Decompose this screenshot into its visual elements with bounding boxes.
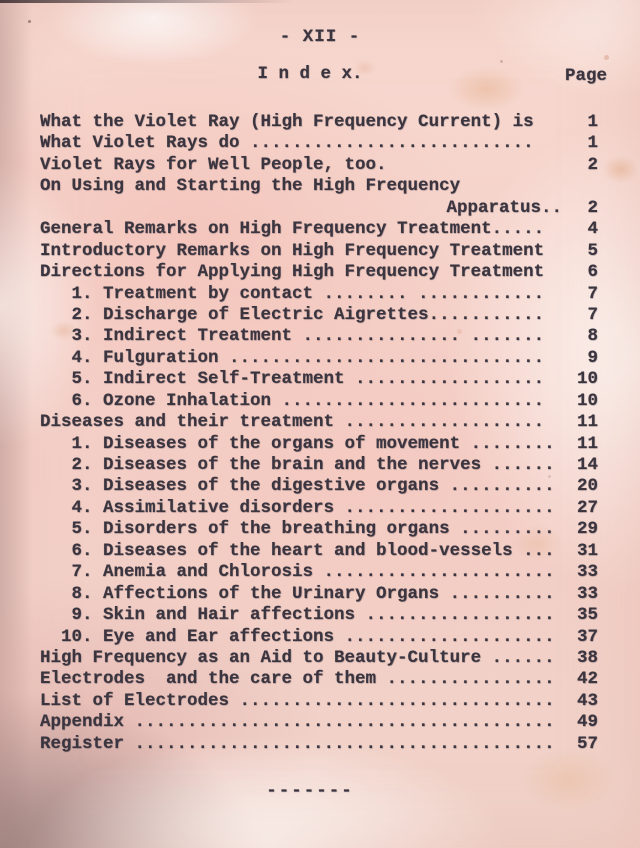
toc-entry-page: 6 (587, 262, 598, 283)
end-separator: ------- (266, 781, 354, 801)
toc-entry-label: 6. Ozone Inhalation ......................... (40, 390, 545, 411)
toc-entry-page: 10 (576, 369, 598, 390)
toc-entry-label: Introductory Remarks on High Frequency Treatment (40, 240, 545, 261)
toc-entry-page: 4 (587, 219, 598, 240)
toc-entry-label: 1. Treatment by contact ........ ............ (40, 283, 545, 304)
toc-row (40, 519, 598, 540)
toc-entry-label: Diseases and their treatment ................... (40, 412, 545, 433)
toc-entry-label: Violet Rays for Well People, too. (40, 154, 387, 175)
toc-entry-label: 2. Diseases of the brain and the nerves ...... (40, 455, 555, 475)
toc-entry-page: 9 (587, 347, 598, 368)
toc-entry-page: 1 (587, 133, 598, 154)
toc-entry-label: 4. Fulguration .............................. (40, 347, 545, 368)
toc-row (40, 605, 598, 626)
toc-entry-label: On Using and Starting the High Frequency (40, 176, 461, 197)
toc-entry-page: 7 (587, 283, 598, 304)
table-of-contents (40, 112, 598, 755)
toc-entry-label: 10. Eye and Ear affections .................... (40, 626, 555, 647)
toc-entry-label: 3. Diseases of the digestive organs .......... (40, 476, 555, 497)
toc-entry-label: Electrodes and the care of them ................ (40, 669, 555, 690)
toc-row (40, 541, 598, 562)
toc-entry-page: 33 (576, 583, 598, 604)
toc-entry-page: 7 (587, 304, 598, 325)
toc-row (40, 734, 598, 755)
toc-entry-label: 2. Discharge of Electric Aigrettes........... (40, 304, 545, 325)
toc-entry-label: List of Electrodes .............................. (40, 690, 555, 711)
toc-entry-page: 2 (587, 154, 598, 175)
toc-entry-label: Apparatus.. (446, 197, 562, 218)
toc-entry-page: 27 (576, 497, 598, 518)
toc-entry-label: 5. Indirect Self-Treatment .................. (40, 369, 545, 390)
toc-entry-label: 4. Assimilative disorders .................... (40, 497, 555, 518)
toc-entry-page: 11 (576, 433, 598, 454)
toc-entry-label: Register ........................................ (40, 733, 555, 754)
toc-row (40, 305, 598, 326)
toc-row (40, 284, 598, 305)
toc-entry-label: 8. Affections of the Urinary Organs .......... (40, 583, 555, 604)
toc-entry-page: 5 (587, 240, 598, 261)
toc-entry-label: 6. Diseases of the heart and blood-vessels ... (40, 540, 555, 561)
toc-row (40, 691, 598, 712)
toc-entry-page: 14 (576, 455, 598, 475)
toc-entry-page: 37 (576, 626, 598, 647)
page-roman-numeral: - XII - (279, 27, 361, 47)
toc-entry-page: 11 (576, 412, 598, 433)
toc-row (40, 498, 598, 519)
toc-row (40, 562, 598, 583)
toc-entry-page: 8 (587, 326, 598, 347)
toc-row (40, 198, 598, 219)
toc-entry-label: What Violet Rays do ........................... (40, 133, 534, 154)
toc-entry-page: 38 (576, 647, 598, 668)
toc-entry-label: 7. Anemia and Chlorosis ...................... (40, 562, 555, 583)
toc-row (40, 219, 598, 240)
toc-entry-page: 49 (576, 712, 598, 733)
toc-row (40, 455, 598, 476)
toc-entry-page: 43 (576, 690, 598, 711)
toc-entry-page: 29 (576, 519, 598, 540)
toc-entry-label: Appendix ........................................ (40, 712, 555, 733)
toc-entry-label: 3. Indirect Treatment ............... ....... (40, 326, 545, 347)
toc-row (40, 648, 598, 669)
toc-entry-label: Directions for Applying High Frequency Treatment (40, 262, 545, 283)
toc-row (40, 712, 598, 733)
toc-row (40, 348, 598, 369)
toc-entry-page: 57 (576, 733, 598, 754)
toc-entry-label: High Frequency as an Aid to Beauty-Culture ...... (40, 647, 555, 668)
toc-entry-label: 9. Skin and Hair affections .................. (40, 605, 555, 626)
toc-entry-page: 2 (587, 197, 598, 218)
toc-row (40, 627, 598, 648)
index-title: I n d e x. (257, 64, 363, 84)
toc-entry-page: 20 (576, 476, 598, 497)
toc-row (40, 476, 598, 497)
toc-entry-label: What the Violet Ray (High Frequency Current) is (40, 112, 534, 132)
toc-entry-label: General Remarks on High Frequency Treatment..... (40, 219, 545, 240)
toc-row (40, 112, 598, 133)
toc-row (40, 241, 598, 262)
toc-entry-page: 10 (576, 390, 598, 411)
toc-entry-label: 1. Diseases of the organs of movement ........ (40, 433, 555, 454)
toc-entry-page: 1 (587, 112, 598, 132)
toc-row (40, 391, 598, 412)
toc-row (40, 133, 598, 154)
toc-row (40, 412, 598, 433)
toc-entry-page: 42 (576, 669, 598, 690)
toc-row (40, 176, 598, 197)
toc-entry-page: 31 (576, 540, 598, 561)
toc-row (40, 584, 598, 605)
toc-row (40, 326, 598, 347)
toc-entry-page: 35 (576, 605, 598, 626)
toc-row (40, 434, 598, 455)
toc-row (40, 155, 598, 176)
toc-row (40, 369, 598, 390)
page-column-header: Page (565, 66, 608, 86)
toc-entry-page: 33 (576, 562, 598, 583)
toc-row (40, 262, 598, 283)
toc-entry-label: 5. Disorders of the breathing organs ......... (40, 519, 555, 540)
toc-row (40, 669, 598, 690)
